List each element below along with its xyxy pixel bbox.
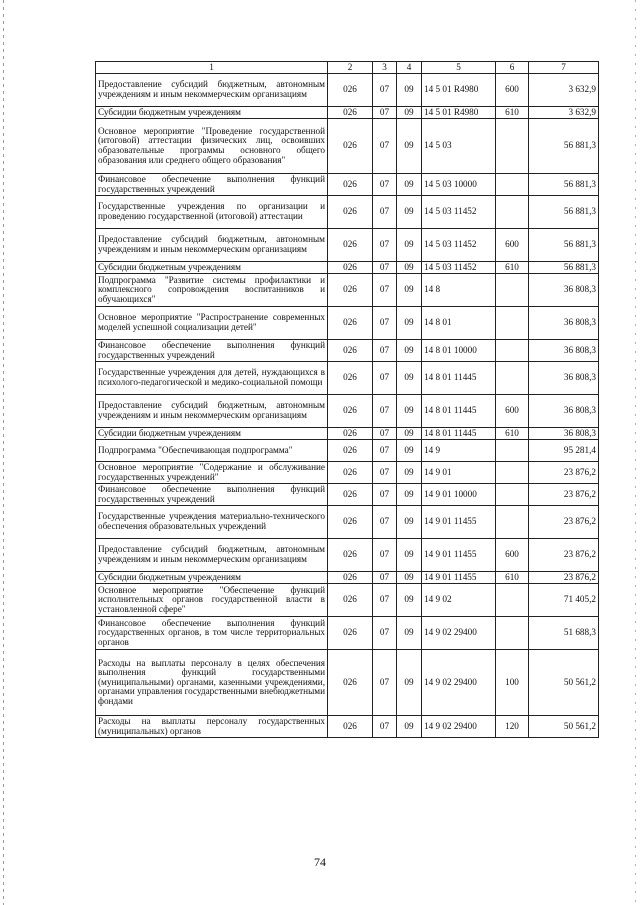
ministry-code-cell: 026	[328, 74, 373, 107]
row-name-cell: Расходы на выплаты персоналу в целях обеспечения выполнения функций государственными (муниципальными) органами, казенными учреждениями, органами управления государственными внебюджетными фондами	[96, 650, 328, 716]
subsection-code-cell: 09	[397, 428, 422, 440]
table-row	[96, 584, 599, 617]
table-row	[96, 650, 599, 716]
expense-type-cell	[496, 584, 529, 617]
table-body	[96, 74, 599, 738]
section-code-cell: 07	[373, 617, 397, 650]
target-article-cell: 14 9 02	[422, 584, 496, 617]
target-article-cell: 14 5 03 11452	[422, 196, 496, 229]
target-article-cell: 14 8	[422, 274, 496, 307]
subsection-code-cell: 09	[397, 716, 422, 738]
ministry-code-cell: 026	[328, 119, 373, 174]
section-code-cell: 07	[373, 584, 397, 617]
expense-type-cell	[496, 362, 529, 395]
table-row	[96, 428, 599, 440]
row-name-cell: Субсидии бюджетным учреждениям	[96, 262, 328, 274]
subsection-code-cell: 09	[397, 340, 422, 362]
expense-type-cell	[496, 617, 529, 650]
section-code-cell: 07	[373, 428, 397, 440]
column-header: 5	[422, 62, 496, 74]
target-article-cell: 14 9	[422, 440, 496, 462]
ministry-code-cell: 026	[328, 395, 373, 428]
target-article-cell: 14 8 01	[422, 307, 496, 340]
amount-cell: 23 876,2	[529, 462, 599, 484]
table-row	[96, 119, 599, 174]
amount-cell: 36 808,3	[529, 395, 599, 428]
scan-edge-left	[3, 0, 4, 905]
section-code-cell: 07	[373, 716, 397, 738]
row-name-cell: Государственные учреждения для детей, нуждающихся в психолого-педагогической и медико-социальной помощи	[96, 362, 328, 395]
subsection-code-cell: 09	[397, 362, 422, 395]
target-article-cell: 14 5 03 11452	[422, 229, 496, 262]
target-article-cell: 14 9 02 29400	[422, 617, 496, 650]
ministry-code-cell: 026	[328, 462, 373, 484]
expense-type-cell	[496, 484, 529, 506]
amount-cell: 95 281,4	[529, 440, 599, 462]
subsection-code-cell: 09	[397, 650, 422, 716]
target-article-cell: 14 9 02 29400	[422, 650, 496, 716]
subsection-code-cell: 09	[397, 174, 422, 196]
table-row	[96, 274, 599, 307]
section-code-cell: 07	[373, 174, 397, 196]
row-name-cell: Расходы на выплаты персоналу государственных (муниципальных) органов	[96, 716, 328, 738]
ministry-code-cell: 026	[328, 174, 373, 196]
target-article-cell: 14 8 01 11445	[422, 428, 496, 440]
expense-type-cell	[496, 119, 529, 174]
expense-type-cell: 120	[496, 716, 529, 738]
section-code-cell: 07	[373, 262, 397, 274]
section-code-cell: 07	[373, 107, 397, 119]
amount-cell: 56 881,3	[529, 119, 599, 174]
ministry-code-cell: 026	[328, 617, 373, 650]
table-row	[96, 174, 599, 196]
column-header: 4	[397, 62, 422, 74]
subsection-code-cell: 09	[397, 119, 422, 174]
section-code-cell: 07	[373, 307, 397, 340]
expense-type-cell	[496, 340, 529, 362]
table-row	[96, 229, 599, 262]
row-name-cell: Основное мероприятие "Проведение государственной (итоговой) аттестации физических лиц, освоивших образовательные программы основного общего образования или среднего общего образования"	[96, 119, 328, 174]
amount-cell: 23 876,2	[529, 506, 599, 539]
ministry-code-cell: 026	[328, 539, 373, 572]
row-name-cell: Государственные учреждения по организации и проведению государственной (итоговой) аттестации	[96, 196, 328, 229]
table-row	[96, 506, 599, 539]
amount-cell: 71 405,2	[529, 584, 599, 617]
ministry-code-cell: 026	[328, 506, 373, 539]
section-code-cell: 07	[373, 340, 397, 362]
subsection-code-cell: 09	[397, 307, 422, 340]
amount-cell: 51 688,3	[529, 617, 599, 650]
section-code-cell: 07	[373, 650, 397, 716]
section-code-cell: 07	[373, 74, 397, 107]
expense-type-cell	[496, 440, 529, 462]
row-name-cell: Предоставление субсидий бюджетным, автономным учреждениям и иным некоммерческим организациям	[96, 395, 328, 428]
section-code-cell: 07	[373, 572, 397, 584]
amount-cell: 50 561,2	[529, 650, 599, 716]
target-article-cell: 14 5 01 R4980	[422, 107, 496, 119]
subsection-code-cell: 09	[397, 484, 422, 506]
table-row	[96, 484, 599, 506]
ministry-code-cell: 026	[328, 340, 373, 362]
target-article-cell: 14 5 01 R4980	[422, 74, 496, 107]
section-code-cell: 07	[373, 506, 397, 539]
target-article-cell: 14 8 01 11445	[422, 395, 496, 428]
table-row	[96, 74, 599, 107]
expense-type-cell: 610	[496, 428, 529, 440]
ministry-code-cell: 026	[328, 428, 373, 440]
section-code-cell: 07	[373, 440, 397, 462]
table-row	[96, 440, 599, 462]
subsection-code-cell: 09	[397, 107, 422, 119]
row-name-cell: Подпрограмма "Развитие системы профилактики и комплексного сопровождения воспитанников и обучающихся"	[96, 274, 328, 307]
target-article-cell: 14 5 03	[422, 119, 496, 174]
amount-cell: 36 808,3	[529, 274, 599, 307]
subsection-code-cell: 09	[397, 440, 422, 462]
section-code-cell: 07	[373, 229, 397, 262]
amount-cell: 23 876,2	[529, 572, 599, 584]
target-article-cell: 14 8 01 10000	[422, 340, 496, 362]
table-row	[96, 572, 599, 584]
row-name-cell: Предоставление субсидий бюджетным, автономным учреждениям и иным некоммерческим организациям	[96, 74, 328, 107]
subsection-code-cell: 09	[397, 617, 422, 650]
amount-cell: 3 632,9	[529, 107, 599, 119]
table-row	[96, 196, 599, 229]
subsection-code-cell: 09	[397, 262, 422, 274]
ministry-code-cell: 026	[328, 584, 373, 617]
expense-type-cell	[496, 274, 529, 307]
section-code-cell: 07	[373, 362, 397, 395]
row-name-cell: Основное мероприятие "Содержание и обслуживание государственных учреждений"	[96, 462, 328, 484]
row-name-cell: Основное мероприятие "Обеспечение функций исполнительных органов государственной власти в установленной сфере"	[96, 584, 328, 617]
expense-type-cell	[496, 196, 529, 229]
budget-table	[95, 61, 599, 738]
scan-edge-right	[635, 0, 636, 905]
target-article-cell: 14 9 02 29400	[422, 716, 496, 738]
subsection-code-cell: 09	[397, 584, 422, 617]
section-code-cell: 07	[373, 484, 397, 506]
page-number: 74	[314, 855, 326, 869]
target-article-cell: 14 9 01	[422, 462, 496, 484]
target-article-cell: 14 9 01 11455	[422, 572, 496, 584]
section-code-cell: 07	[373, 119, 397, 174]
target-article-cell: 14 9 01 11455	[422, 539, 496, 572]
subsection-code-cell: 09	[397, 572, 422, 584]
expense-type-cell	[496, 307, 529, 340]
target-article-cell: 14 8 01 11445	[422, 362, 496, 395]
table-row	[96, 262, 599, 274]
section-code-cell: 07	[373, 539, 397, 572]
ministry-code-cell: 026	[328, 107, 373, 119]
expense-type-cell	[496, 174, 529, 196]
amount-cell: 23 876,2	[529, 539, 599, 572]
row-name-cell: Субсидии бюджетным учреждениям	[96, 572, 328, 584]
expense-type-cell: 610	[496, 107, 529, 119]
expense-type-cell: 600	[496, 229, 529, 262]
amount-cell: 36 808,3	[529, 428, 599, 440]
subsection-code-cell: 09	[397, 229, 422, 262]
target-article-cell: 14 9 01 11455	[422, 506, 496, 539]
section-code-cell: 07	[373, 395, 397, 428]
ministry-code-cell: 026	[328, 716, 373, 738]
row-name-cell: Субсидии бюджетным учреждениям	[96, 107, 328, 119]
target-article-cell: 14 5 03 10000	[422, 174, 496, 196]
target-article-cell: 14 5 03 11452	[422, 262, 496, 274]
amount-cell: 23 876,2	[529, 484, 599, 506]
column-header: 1	[96, 62, 328, 74]
target-article-cell: 14 9 01 10000	[422, 484, 496, 506]
subsection-code-cell: 09	[397, 274, 422, 307]
amount-cell: 36 808,3	[529, 307, 599, 340]
expense-type-cell: 600	[496, 539, 529, 572]
row-name-cell: Предоставление субсидий бюджетным, автономным учреждениям и иным некоммерческим организациям	[96, 229, 328, 262]
subsection-code-cell: 09	[397, 506, 422, 539]
ministry-code-cell: 026	[328, 262, 373, 274]
subsection-code-cell: 09	[397, 74, 422, 107]
section-code-cell: 07	[373, 196, 397, 229]
column-header: 7	[529, 62, 599, 74]
amount-cell: 56 881,3	[529, 229, 599, 262]
column-header: 2	[328, 62, 373, 74]
ministry-code-cell: 026	[328, 362, 373, 395]
expense-type-cell: 610	[496, 572, 529, 584]
section-code-cell: 07	[373, 462, 397, 484]
ministry-code-cell: 026	[328, 440, 373, 462]
column-header: 3	[373, 62, 397, 74]
amount-cell: 36 808,3	[529, 340, 599, 362]
amount-cell: 3 632,9	[529, 74, 599, 107]
table-row	[96, 107, 599, 119]
table-row	[96, 307, 599, 340]
row-name-cell: Подпрограмма "Обеспечивающая подпрограмма"	[96, 440, 328, 462]
amount-cell: 56 881,3	[529, 174, 599, 196]
ministry-code-cell: 026	[328, 196, 373, 229]
subsection-code-cell: 09	[397, 196, 422, 229]
column-header: 6	[496, 62, 529, 74]
row-name-cell: Предоставление субсидий бюджетным, автономным учреждениям и иным некоммерческим организациям	[96, 539, 328, 572]
amount-cell: 56 881,3	[529, 262, 599, 274]
table-row	[96, 716, 599, 738]
amount-cell: 50 561,2	[529, 716, 599, 738]
table-header-row	[96, 62, 599, 74]
row-name-cell: Государственные учреждения материально-технического обеспечения образовательных учреждений	[96, 506, 328, 539]
table-row	[96, 395, 599, 428]
row-name-cell: Основное мероприятие "Распространение современных моделей успешной социализации детей"	[96, 307, 328, 340]
table-row	[96, 617, 599, 650]
table-row	[96, 539, 599, 572]
section-code-cell: 07	[373, 274, 397, 307]
table-row	[96, 462, 599, 484]
subsection-code-cell: 09	[397, 462, 422, 484]
table-row	[96, 340, 599, 362]
row-name-cell: Финансовое обеспечение выполнения функций государственных органов, в том числе территориальных органов	[96, 617, 328, 650]
subsection-code-cell: 09	[397, 395, 422, 428]
expense-type-cell: 100	[496, 650, 529, 716]
amount-cell: 36 808,3	[529, 362, 599, 395]
expense-type-cell	[496, 506, 529, 539]
table-row	[96, 362, 599, 395]
ministry-code-cell: 026	[328, 307, 373, 340]
ministry-code-cell: 026	[328, 484, 373, 506]
row-name-cell: Финансовое обеспечение выполнения функций государственных учреждений	[96, 174, 328, 196]
row-name-cell: Финансовое обеспечение выполнения функций государственных учреждений	[96, 484, 328, 506]
row-name-cell: Финансовое обеспечение выполнения функций государственных учреждений	[96, 340, 328, 362]
ministry-code-cell: 026	[328, 650, 373, 716]
amount-cell: 56 881,3	[529, 196, 599, 229]
row-name-cell: Субсидии бюджетным учреждениям	[96, 428, 328, 440]
ministry-code-cell: 026	[328, 229, 373, 262]
expense-type-cell: 600	[496, 395, 529, 428]
expense-type-cell: 600	[496, 74, 529, 107]
subsection-code-cell: 09	[397, 539, 422, 572]
expense-type-cell	[496, 462, 529, 484]
expense-type-cell: 610	[496, 262, 529, 274]
ministry-code-cell: 026	[328, 572, 373, 584]
ministry-code-cell: 026	[328, 274, 373, 307]
